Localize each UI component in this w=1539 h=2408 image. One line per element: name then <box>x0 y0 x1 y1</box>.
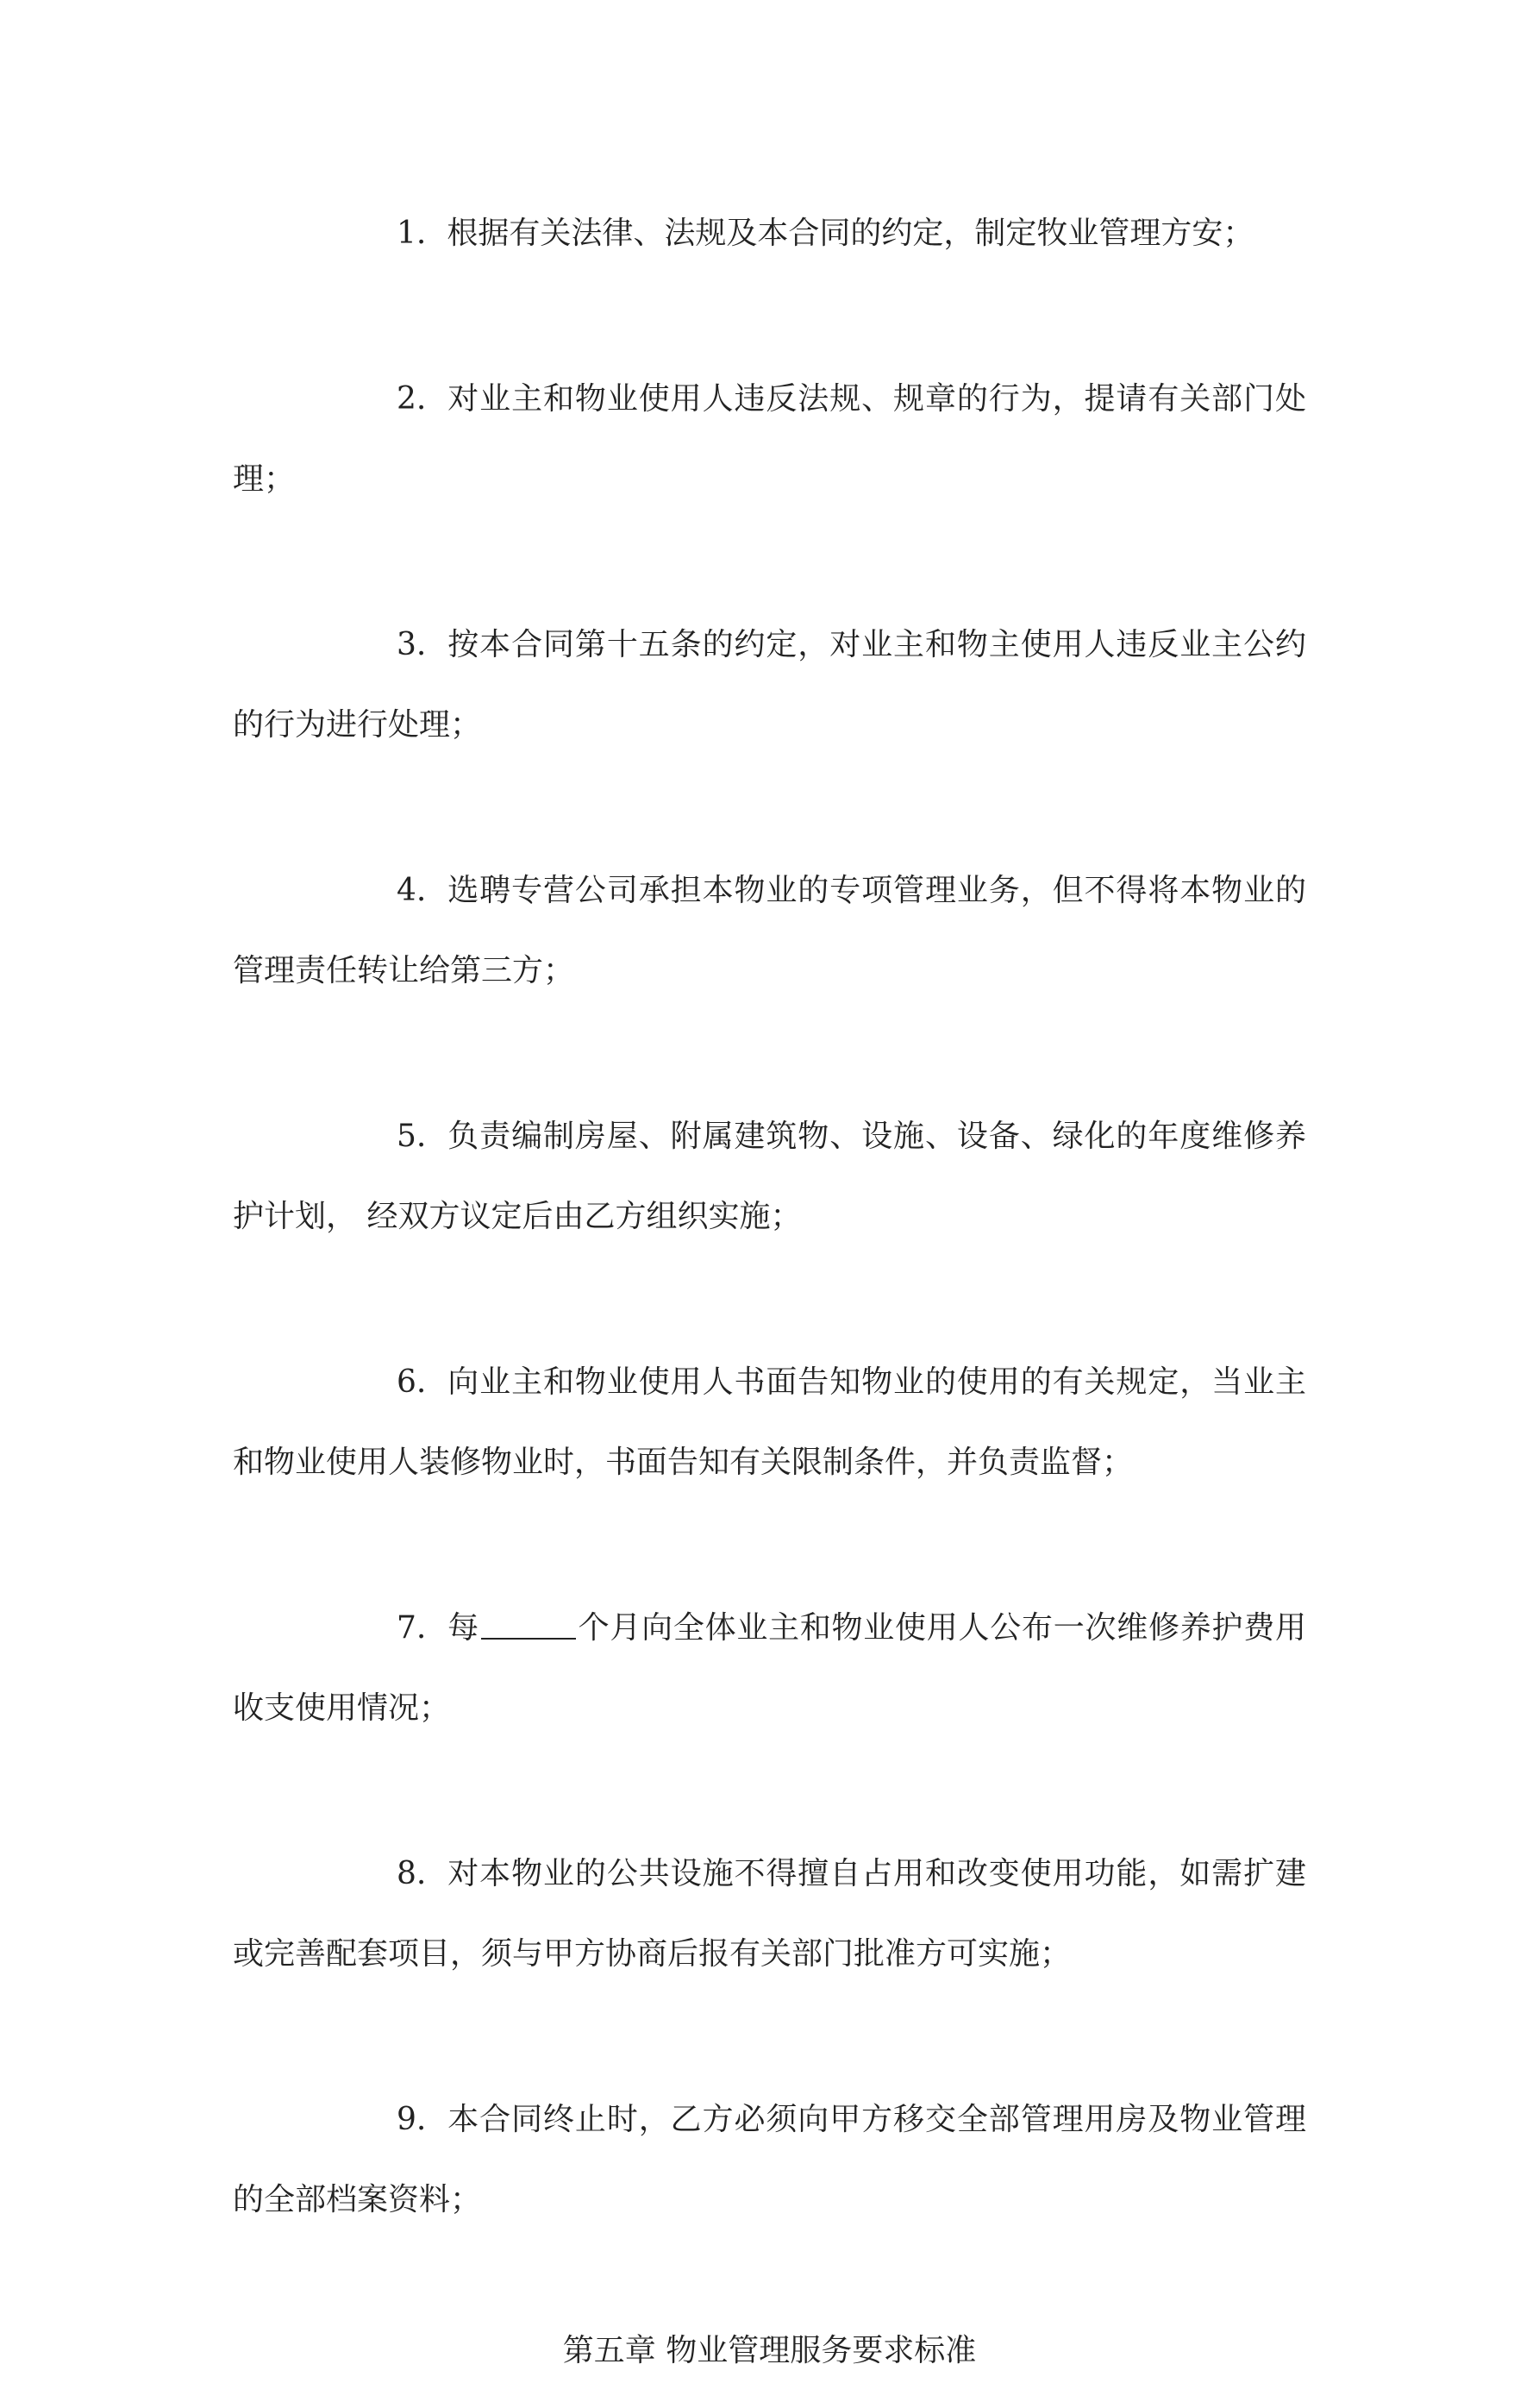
clause-text-after-blank: 个月向全体业主和物业使用人公布一次维修养护费用收支使用情况； <box>233 1610 1306 1726</box>
clause-number: 9. <box>397 2102 427 2137</box>
clause-text: 本合同终止时，乙方必须向甲方移交全部管理用房及物业管理的全部档案资料； <box>233 2102 1306 2217</box>
clause-6 <box>233 1342 1306 1502</box>
clause-text: 选聘专营公司承担本物业的专项管理业务，但不得将本物业的管理责任转让给第三方； <box>233 873 1306 988</box>
clause-text: 对业主和物业使用人违反法规、规章的行为，提请有关部门处理； <box>233 381 1306 497</box>
clause-number: 1. <box>397 216 427 251</box>
clause-8 <box>233 1834 1306 1994</box>
clause-number: 4. <box>397 873 427 908</box>
clause-number: 3. <box>397 627 427 662</box>
clause-number: 6. <box>397 1364 427 1400</box>
chapter-heading: 第五章 物业管理服务要求标准 <box>562 2333 977 2368</box>
clause-text: 向业主和物业使用人书面告知物业的使用的有关规定，当业主和物业使用人装修物业时，书面告知有关限制条件，并负责监督； <box>233 1364 1306 1480</box>
clause-number: 7. <box>397 1610 427 1646</box>
clause-text: 根据有关法律、法规及本合同的约定，制定牧业管理方安； <box>447 216 1254 251</box>
fill-in-blank <box>481 1612 576 1640</box>
clause-text: 负责编制房屋、附属建筑物、设施、设备、绿化的年度维修养护计划， 经双方议定后由乙方组织实施； <box>233 1119 1306 1234</box>
clause-number: 8. <box>397 1856 427 1891</box>
clause-text-before-blank: 每 <box>447 1610 479 1646</box>
clause-4 <box>233 850 1306 1011</box>
clause-5 <box>233 1096 1306 1257</box>
clause-number: 5. <box>397 1119 427 1154</box>
clause-number: 2. <box>397 381 427 417</box>
clause-list <box>233 193 1306 2408</box>
clause-2 <box>233 359 1306 519</box>
clause-1 <box>233 193 1306 273</box>
clause-7 <box>233 1588 1306 1748</box>
clause-text: 按本合同第十五条的约定，对业主和物主使用人违反业主公约的行为进行处理； <box>233 627 1306 743</box>
clause-text: 对本物业的公共设施不得擅自占用和改变使用功能，如需扩建或完善配套项目，须与甲方协商后报有关部门批准方可实施； <box>233 1856 1306 1972</box>
clause-9 <box>233 2079 1306 2240</box>
clause-3 <box>233 605 1306 765</box>
